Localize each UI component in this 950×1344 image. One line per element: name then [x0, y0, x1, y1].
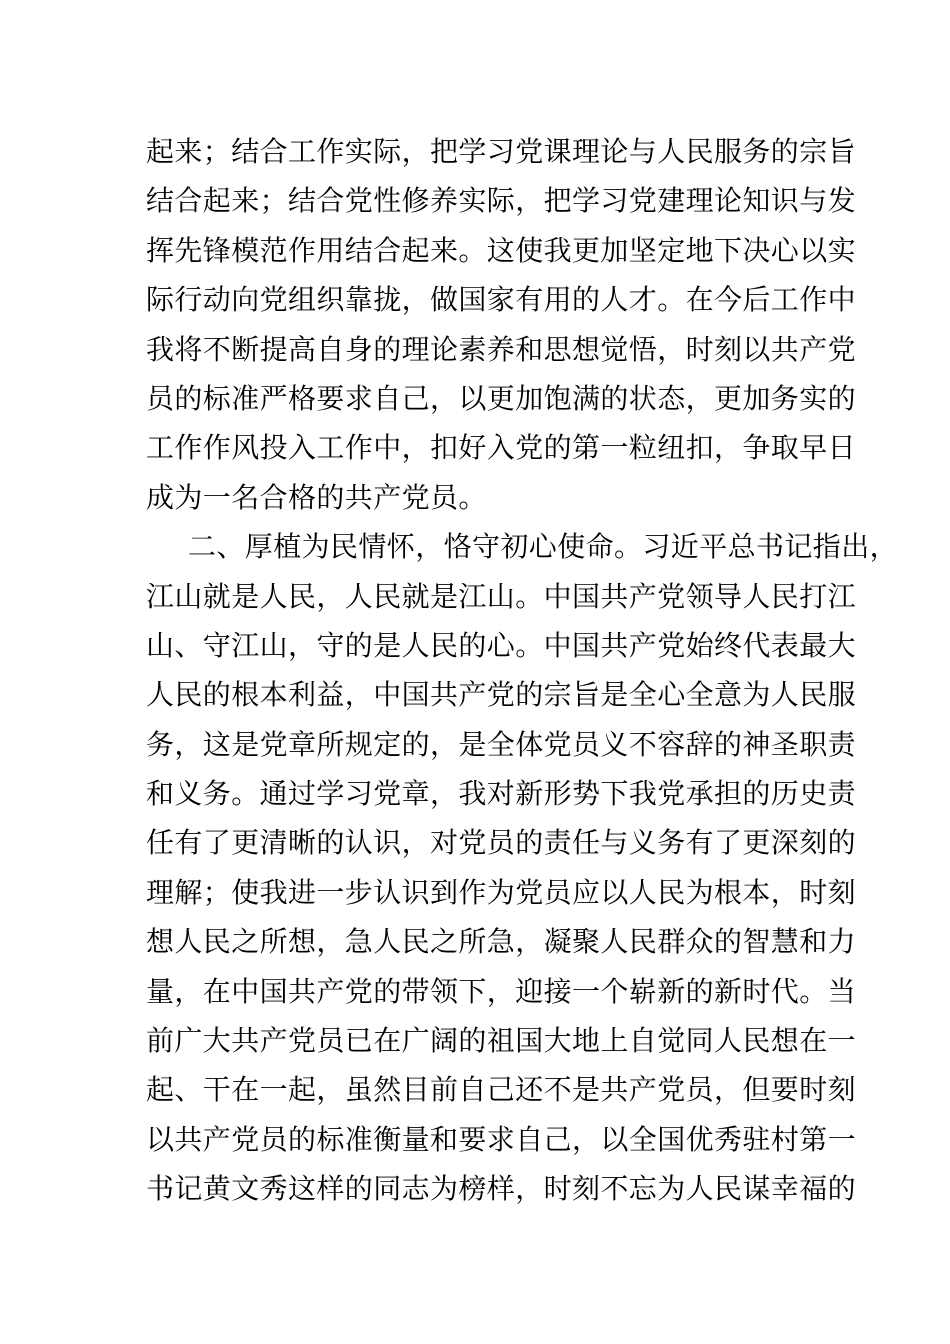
text-line: 前广大共产党员已在广阔的祖国大地上自觉同人民想在一: [146, 1024, 857, 1058]
text-line: 我将不断提高自身的理论素养和思想觉悟，时刻以共产党: [146, 332, 857, 366]
body-text: [146, 127, 899, 1214]
text-line: 员的标准严格要求自己，以更加饱满的状态，更加务实的: [146, 381, 857, 415]
text-line: 以共产党员的标准衡量和要求自己，以全国优秀驻村第一: [146, 1122, 857, 1156]
paragraph-2: [146, 522, 899, 1213]
text-line: 任有了更清晰的认识，对党员的责任与义务有了更深刻的: [146, 826, 857, 860]
text-line: 江山就是人民，人民就是江山。中国共产党领导人民打江: [146, 579, 857, 613]
text-line: 成为一名合格的共产党员。: [146, 480, 487, 514]
text-line: 山、守江山，守的是人民的心。中国共产党始终代表最大: [146, 628, 857, 662]
text-line: 结合起来；结合党性修养实际，把学习党建理论知识与发: [146, 184, 857, 218]
paragraph-1: [146, 127, 857, 522]
text-line: 人民的根本利益，中国共产党的宗旨是全心全意为人民服: [146, 678, 857, 712]
text-line: 起来；结合工作实际，把学习党课理论与人民服务的宗旨: [146, 135, 857, 168]
text-line: 书记黄文秀这样的同志为榜样，时刻不忘为人民谋幸福的: [146, 1172, 857, 1206]
text-line: 量，在中国共产党的带领下，迎接一个崭新的新时代。当: [146, 974, 857, 1008]
text-line: 想人民之所想，急人民之所急，凝聚人民群众的智慧和力: [146, 925, 857, 959]
text-line: 工作作风投入工作中，扣好入党的第一粒纽扣，争取早日: [146, 431, 857, 465]
text-line: 理解；使我进一步认识到作为党员应以人民为根本，时刻: [146, 875, 857, 909]
text-line: 务，这是党章所规定的，是全体党员义不容辞的神圣职责: [146, 727, 857, 761]
text-line: 际行动向党组织靠拢，做国家有用的人才。在今后工作中: [146, 283, 857, 317]
text-line: 起、干在一起，虽然目前自己还不是共产党员，但要时刻: [146, 1073, 857, 1107]
text-line: 挥先锋模范作用结合起来。这使我更加坚定地下决心以实: [146, 233, 857, 267]
text-line: 和义务。通过学习党章，我对新形势下我党承担的历史责: [146, 777, 857, 811]
paragraph-heading-line: 二、厚植为民情怀，恪守初心使命。习近平总书记指出，: [188, 530, 899, 564]
